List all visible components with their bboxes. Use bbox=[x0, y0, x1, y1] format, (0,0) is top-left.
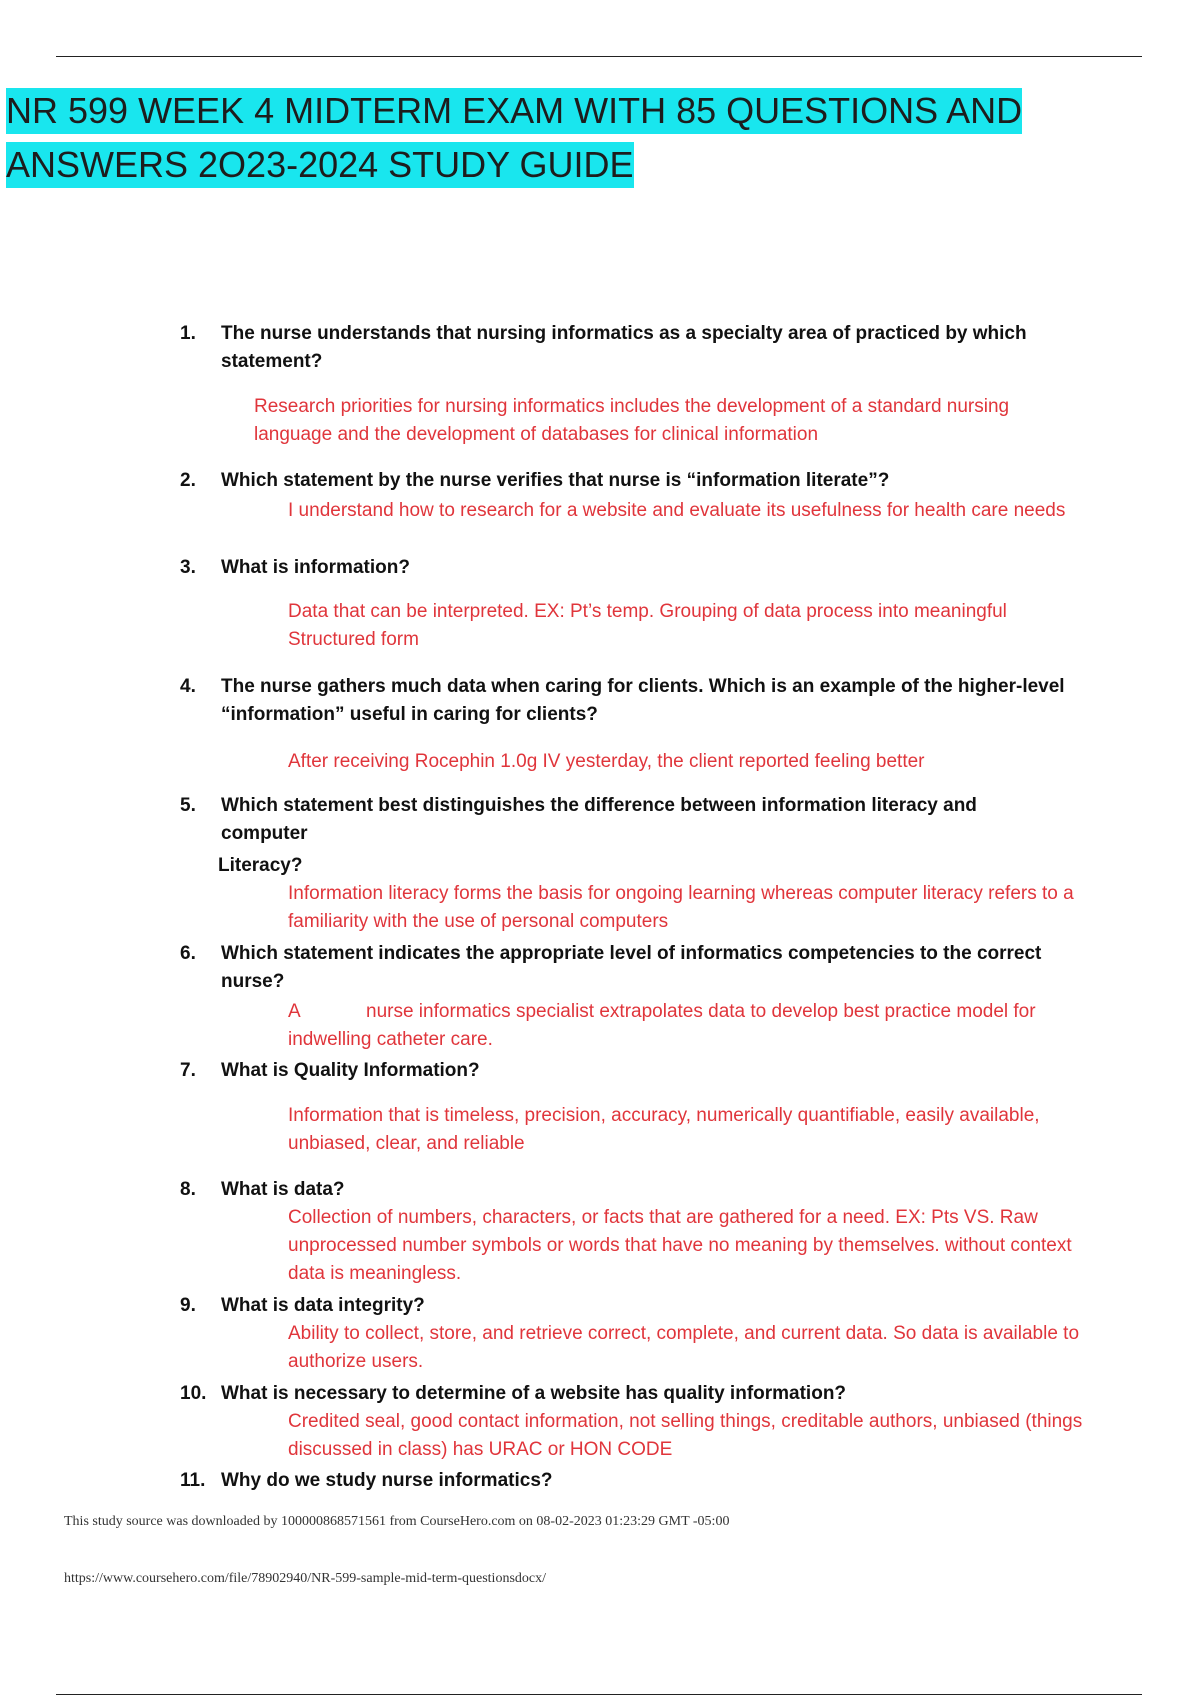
question-text: Why do we study nurse informatics? bbox=[221, 1470, 553, 1491]
question-number: 2. bbox=[180, 470, 196, 491]
question-number: 9. bbox=[180, 1295, 196, 1316]
question-9 bbox=[180, 1292, 1080, 1320]
answer-6 bbox=[288, 998, 1096, 1054]
question-number: 8. bbox=[180, 1179, 196, 1200]
question-text: Which statement indicates the appropriate level of informatics competencies to the correct nurse? bbox=[221, 943, 1042, 992]
question-text: The nurse gathers much data when caring for clients. Which is an example of the higher-level “information” useful in caring for clients? bbox=[221, 676, 1065, 725]
question-text: What is data? bbox=[221, 1179, 345, 1200]
question-4 bbox=[180, 673, 1080, 729]
question-number: 4. bbox=[180, 676, 196, 697]
answer-7: Information that is timeless, precision, accuracy, numerically quantifiable, easily available, unbiased, clear, and reliable bbox=[288, 1105, 1040, 1154]
question-text: What is Quality Information? bbox=[221, 1060, 480, 1081]
answer-10: Credited seal, good contact information, not selling things, creditable authors, unbiased (things discussed in class) has URAC or HON CODE bbox=[288, 1411, 1083, 1460]
answer-2: I understand how to research for a website and evaluate its usefulness for health care needs bbox=[288, 500, 1066, 521]
question-10 bbox=[180, 1380, 1080, 1408]
question-text: Which statement best distinguishes the difference between information literacy and computer bbox=[221, 795, 977, 844]
answer-8: Collection of numbers, characters, or facts that are gathered for a need. EX: Pts VS. Raw unprocessed number symbols or words that have no meaning by themselves. without context data is meaningless. bbox=[288, 1207, 1072, 1284]
answer-3: Data that can be interpreted. EX: Pt’s temp. Grouping of data process into meaningful Structured form bbox=[288, 601, 1007, 650]
question-3 bbox=[180, 554, 1080, 582]
question-number: 11. bbox=[180, 1470, 206, 1491]
answer-6-text: nurse informatics specialist extrapolates data to develop best practice model for indwelling catheter care. bbox=[288, 1001, 1036, 1050]
answer-5: Information literacy forms the basis for ongoing learning whereas computer literacy refers to a familiarity with the use of personal computers bbox=[288, 883, 1074, 932]
question-number: 1. bbox=[180, 323, 196, 344]
title-line-2: ANSWERS 2O23-2024 STUDY GUIDE bbox=[6, 142, 634, 188]
question-number: 7. bbox=[180, 1060, 196, 1081]
question-2 bbox=[180, 467, 1080, 495]
question-number: 10. bbox=[180, 1383, 207, 1404]
question-11 bbox=[180, 1467, 1080, 1495]
answer-6-lead: A bbox=[288, 1001, 301, 1022]
source-url[interactable]: https://www.coursehero.com/file/78902940/NR-599-sample-mid-term-questionsdocx/ bbox=[64, 1571, 547, 1586]
question-number: 5. bbox=[180, 795, 196, 816]
question-number: 3. bbox=[180, 557, 196, 578]
question-text: What is data integrity? bbox=[221, 1295, 425, 1316]
answer-9: Ability to collect, store, and retrieve correct, complete, and current data. So data is available to authorize users. bbox=[288, 1323, 1080, 1372]
question-7 bbox=[180, 1057, 1080, 1085]
question-8 bbox=[180, 1176, 1080, 1204]
title-line-1: NR 599 WEEK 4 MIDTERM EXAM WITH 85 QUESTIONS AND bbox=[6, 88, 1022, 134]
question-text: What is information? bbox=[221, 557, 410, 578]
question-5-continuation: Literacy? bbox=[218, 855, 303, 876]
question-6 bbox=[180, 940, 1080, 996]
question-5 bbox=[180, 792, 1000, 848]
question-text: What is necessary to determine of a website has quality information? bbox=[221, 1383, 847, 1404]
question-text: Which statement by the nurse verifies that nurse is “information literate”? bbox=[221, 470, 890, 491]
question-number: 6. bbox=[180, 943, 196, 964]
download-note: This study source was downloaded by 100000868571561 from CourseHero.com on 08-02-2023 01:23:29 GMT -05:00 bbox=[64, 1514, 730, 1529]
answer-1: Research priorities for nursing informatics includes the development of a standard nursing language and the development of databases for clinical information bbox=[254, 396, 1010, 445]
question-1 bbox=[180, 320, 1080, 376]
answer-4: After receiving Rocephin 1.0g IV yesterday, the client reported feeling better bbox=[288, 751, 925, 772]
question-text: The nurse understands that nursing informatics as a specialty area of practiced by which statement? bbox=[221, 323, 1027, 372]
bottom-rule bbox=[56, 1694, 1142, 1695]
